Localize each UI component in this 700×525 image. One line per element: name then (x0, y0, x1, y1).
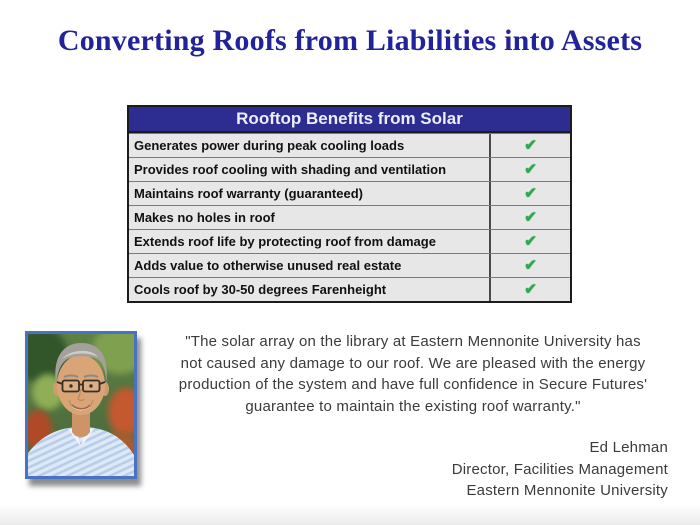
benefit-check-cell (489, 158, 570, 181)
slide-bottom-edge (0, 505, 700, 525)
attribution-organization: Eastern Mennonite University (466, 482, 668, 499)
testimonial-quote (158, 331, 668, 417)
benefit-check-cell (489, 230, 570, 253)
benefits-table-header: Rooftop Benefits from Solar (129, 107, 570, 133)
benefits-table (127, 105, 572, 303)
check-icon: ✔ (524, 257, 537, 274)
quote-line: not caused any damage to our roof. We are pleased with the energy (180, 354, 646, 372)
benefit-check-cell (489, 278, 570, 301)
table-row (129, 133, 570, 157)
portrait-image (28, 334, 134, 476)
check-icon: ✔ (524, 209, 537, 226)
table-row (129, 277, 570, 301)
benefit-check-cell (489, 182, 570, 205)
testimonial-attribution (268, 437, 668, 502)
check-icon: ✔ (524, 185, 537, 202)
table-row (129, 205, 570, 229)
benefit-label: Generates power during peak cooling loads (134, 138, 405, 153)
benefit-label: Cools roof by 30-50 degrees Farenheight (134, 282, 387, 297)
slide-title: Converting Roofs from Liabilities into Assets (57, 24, 643, 57)
benefit-label: Provides roof cooling with shading and ventilation (134, 162, 447, 177)
check-icon: ✔ (524, 137, 537, 154)
table-row (129, 181, 570, 205)
check-icon: ✔ (524, 161, 537, 178)
benefit-label: Maintains roof warranty (guaranteed) (134, 186, 363, 201)
table-row (129, 253, 570, 277)
quote-line: guarantee to maintain the existing roof warranty." (245, 397, 581, 415)
portrait-photo (25, 331, 137, 479)
attribution-title: Director, Facilities Management (451, 460, 668, 478)
benefit-check-cell (489, 254, 570, 277)
table-row (129, 157, 570, 181)
benefit-label: Makes no holes in roof (134, 210, 275, 225)
attribution-name: Ed Lehman (589, 439, 668, 456)
quote-line: production of the system and have full confidence in Secure Futures' (178, 376, 648, 393)
check-icon: ✔ (524, 281, 537, 298)
benefit-check-cell (489, 206, 570, 229)
benefit-check-cell (489, 134, 570, 157)
quote-line: "The solar array on the library at Eastern Mennonite University has (185, 333, 641, 350)
benefit-label: Extends roof life by protecting roof from damage (134, 234, 436, 249)
table-row (129, 229, 570, 253)
check-icon: ✔ (524, 233, 537, 250)
benefit-label: Adds value to otherwise unused real estate (134, 258, 402, 273)
